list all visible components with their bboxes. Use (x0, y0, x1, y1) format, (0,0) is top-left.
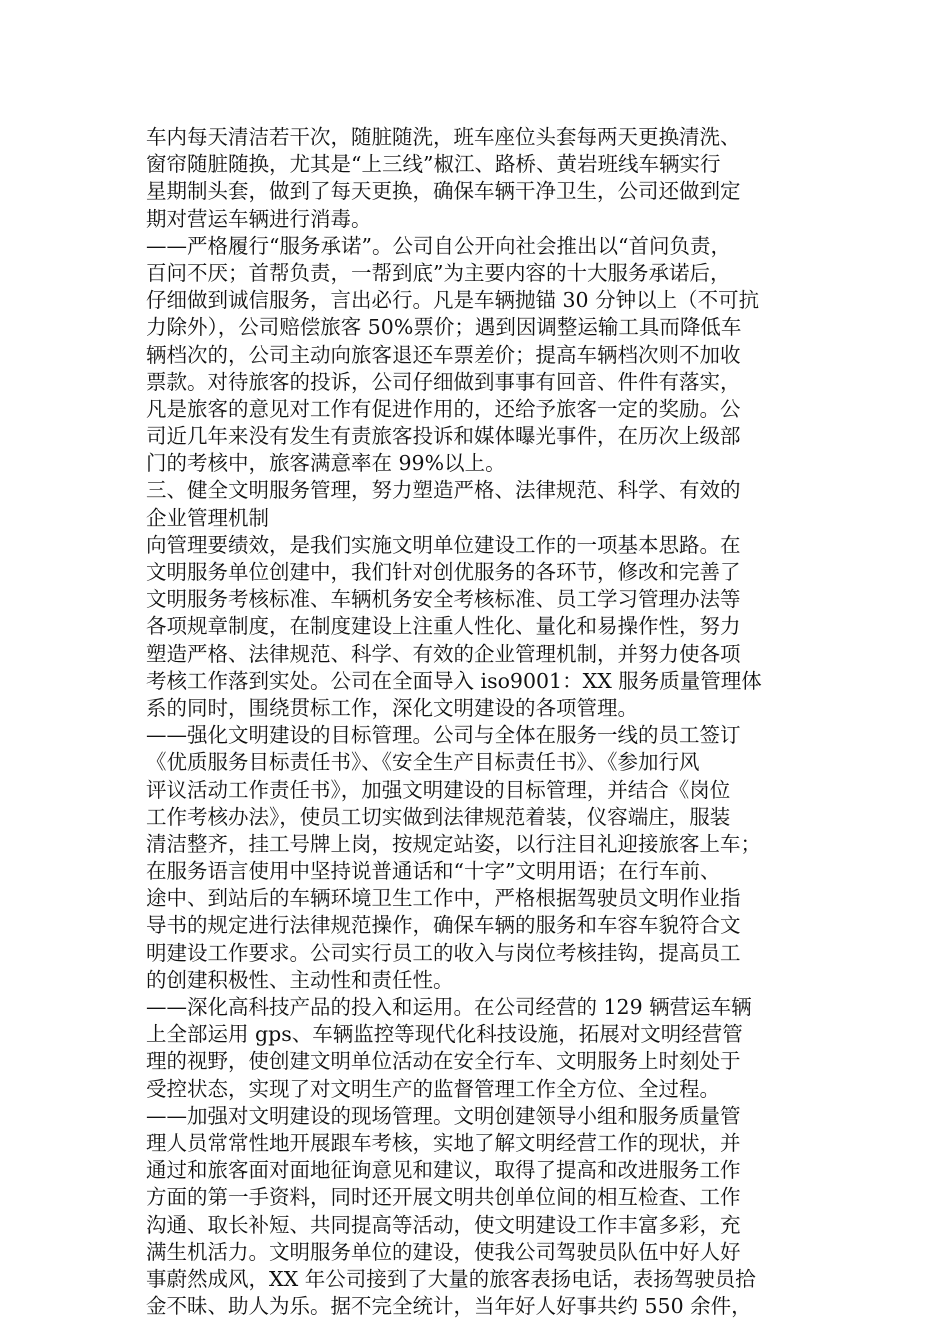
text-line: 辆档次的，公司主动向旅客退还车票差价；提高车辆档次则不加收 (146, 342, 741, 367)
text-line: 期对营运车辆进行消毒。 (146, 206, 372, 231)
text-line: 考核工作落到实处。公司在全面导入 iso9001：XX 服务质量管理体 (146, 668, 762, 693)
text-line: 塑造严格、法律规范、科学、有效的企业管理机制，并努力使各项 (146, 641, 741, 666)
text-line: ——深化高科技产品的投入和运用。在公司经营的 129 辆营运车辆 (146, 995, 752, 1019)
text-line: 工作考核办法》，使员工切实做到法律规范着装，仪容端庄，服装 (146, 804, 731, 829)
text-line: 车内每天清洁若干次，随脏随洗，班车座位头套每两天更换清洗、 (146, 125, 741, 149)
text-line: 的创建积极性、主动性和责任性。 (146, 967, 454, 992)
text-line: 上全部运用 gps、车辆监控等现代化科技设施，拓展对文明经营管 (146, 1022, 743, 1047)
text-line: ——严格履行“服务承诺”。公司自公开向社会推出以“首问负责， (146, 233, 731, 258)
text-line: 受控状态，实现了对文明生产的监督管理工作全方位、全过程。 (146, 1076, 720, 1101)
text-line: 系的同时，围绕贯标工作，深化文明建设的各项管理。 (146, 695, 638, 720)
section-heading: 三、健全文明服务管理，努力塑造严格、法律规范、科学、有效的 (146, 478, 741, 503)
text-line: 力除外），公司赔偿旅客 50%票价；遇到因调整运输工具而降低车 (146, 315, 742, 340)
text-line: 满生机活力。文明服务单位的建设，使我公司驾驶员队伍中好人好 (146, 1239, 741, 1264)
text-line: 仔细做到诚信服务，言出必行。凡是车辆抛锚 30 分钟以上（不可抗 (146, 288, 760, 313)
text-line: 文明服务单位创建中，我们针对创优服务的各环节，修改和完善了 (146, 560, 741, 584)
text-line: 途中、到站后的车辆环境卫生工作中，严格根据驾驶员文明作业指 (146, 886, 741, 911)
text-line: 理人员常常性地开展跟车考核，实地了解文明经营工作的现状，并 (146, 1130, 741, 1155)
text-line: 文明服务考核标准、车辆机务安全考核标准、员工学习管理办法等 (146, 587, 741, 612)
text-line: 凡是旅客的意见对工作有促进作用的，还给予旅客一定的奖励。公 (146, 396, 741, 421)
text-line: 《优质服务目标责任书》、《安全生产目标责任书》、《参加行风 (146, 750, 700, 775)
text-line: 明建设工作要求。公司实行员工的收入与岗位考核挂钩，提高员工 (146, 940, 741, 965)
text-line: ——加强对文明建设的现场管理。文明创建领导小组和服务质量管 (146, 1103, 741, 1128)
text-line: 沟通、取长补短、共同提高等活动，使文明建设工作丰富多彩，充 (146, 1212, 741, 1237)
text-line: 导书的规定进行法律规范操作，确保车辆的服务和车容车貌符合文 (146, 913, 741, 938)
text-line: 各项规章制度，在制度建设上注重人性化、量化和易操作性，努力 (146, 614, 741, 639)
text-line: 事蔚然成风，XX 年公司接到了大量的旅客表扬电话，表扬驾驶员拾 (146, 1266, 756, 1291)
text-line: 票款。对待旅客的投诉，公司仔细做到事事有回音、件件有落实， (146, 369, 741, 394)
text-line: 理的视野，使创建文明单位活动在安全行车、文明服务上时刻处于 (146, 1049, 741, 1074)
text-line: 向管理要绩效，是我们实施文明单位建设工作的一项基本思路。在 (146, 532, 741, 557)
text-line: 百问不厌；首帮负责，一帮到底”为主要内容的十大服务承诺后， (146, 260, 731, 285)
text-line: 窗帘随脏随换，尤其是“上三线”椒江、路桥、黄岩班线车辆实行 (146, 152, 721, 177)
text-line: 通过和旅客面对面地征询意见和建议，取得了提高和改进服务工作 (146, 1158, 741, 1183)
document-page (146, 124, 810, 1320)
text-line: 方面的第一手资料，同时还开展文明共创单位间的相互检查、工作 (146, 1185, 741, 1210)
text-line: 星期制头套，做到了每天更换，确保车辆干净卫生，公司还做到定 (146, 179, 741, 204)
text-line: 司近几年来没有发生有责旅客投诉和媒体曝光事件，在历次上级部 (146, 424, 741, 449)
text-line: 金不昧、助人为乐。据不完全统计，当年好人好事共约 550 余件， (146, 1294, 752, 1319)
text-line: ——强化文明建设的目标管理。公司与全体在服务一线的员工签订 (146, 723, 741, 748)
text-line: 在服务语言使用中坚持说普通话和“十字”文明用语；在行车前、 (146, 859, 721, 884)
text-line: 清洁整齐，挂工号牌上岗，按规定站姿，以行注目礼迎接旅客上车； (146, 831, 761, 856)
text-line: 评议活动工作责任书》，加强文明建设的目标管理，并结合《岗位 (146, 777, 731, 802)
section-heading: 企业管理机制 (146, 505, 269, 530)
text-line: 门的考核中，旅客满意率在 99%以上。 (146, 451, 506, 476)
